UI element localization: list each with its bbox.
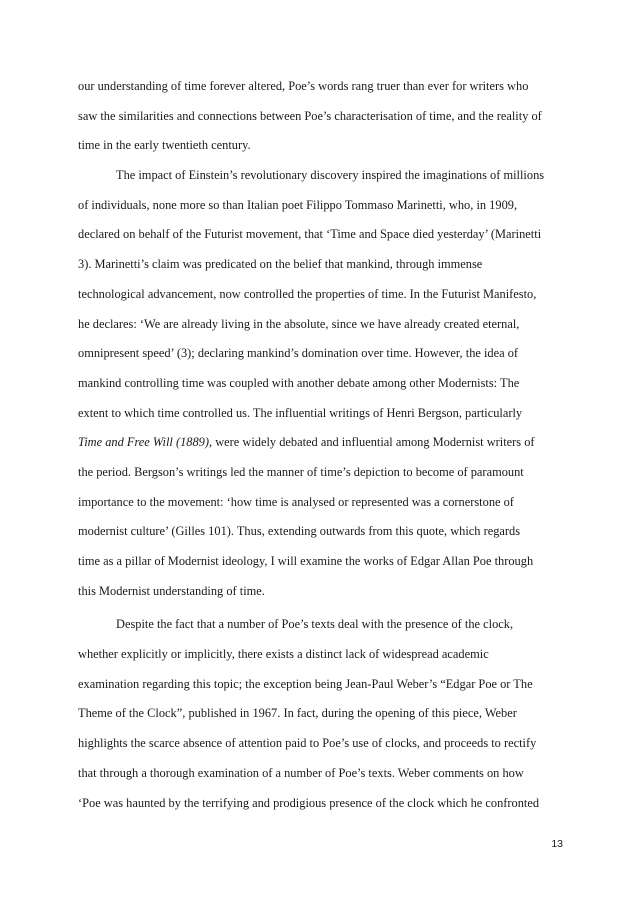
text-segment: of individuals, none more so than Italian poet Filippo Tommaso Marinetti, who, in 1909, bbox=[78, 197, 518, 212]
text-line bbox=[78, 759, 563, 789]
page-number: 13 bbox=[551, 838, 563, 850]
text-line bbox=[78, 428, 563, 458]
text-segment: The impact of Einstein’s revolutionary discovery inspired the imaginations of millions bbox=[116, 168, 545, 183]
text-segment: this Modernist understanding of time. bbox=[78, 583, 265, 598]
text-segment: modernist culture’ (Gilles 101). Thus, extending outwards from this quote, which regards bbox=[78, 524, 521, 539]
text-line bbox=[78, 131, 563, 161]
text-segment: ‘Poe was haunted by the terrifying and prodigious presence of the clock which he confronted bbox=[78, 795, 540, 810]
text-segment: extent to which time controlled us. The influential writings of Henri Bergson, particularly bbox=[78, 405, 523, 420]
text-segment: the period. Bergson’s writings led the manner of time’s depiction to become of paramount bbox=[78, 464, 524, 479]
text-segment: that through a thorough examination of a number of Poe’s texts. Weber comments on how bbox=[78, 765, 524, 780]
text-line bbox=[78, 789, 563, 819]
text-segment: whether explicitly or implicitly, there exists a distinct lack of widespread academic bbox=[78, 647, 489, 662]
text-segment: were widely debated and influential among Modernist writers of bbox=[212, 435, 535, 450]
text-segment: declared on behalf of the Futurist movement, that ‘Time and Space died yesterday’ (Marinetti bbox=[78, 227, 542, 242]
text-segment: examination regarding this topic; the exception being Jean-Paul Weber’s “Edgar Poe or The bbox=[78, 676, 533, 691]
text-line bbox=[78, 610, 563, 640]
text-segment: he declares: ‘We are already living in the absolute, since we have already created eternal, bbox=[78, 316, 520, 331]
text-segment: importance to the movement: ‘how time is analysed or represented was a cornerstone of bbox=[78, 494, 514, 509]
text-line bbox=[78, 102, 563, 132]
text-line bbox=[78, 640, 563, 670]
text-line bbox=[78, 250, 563, 280]
italic-title: Time and Free Will (1889), bbox=[78, 435, 213, 450]
paragraph bbox=[78, 610, 563, 818]
text-segment: 3). Marinetti’s claim was predicated on the belief that mankind, through immense bbox=[78, 257, 483, 272]
text-line bbox=[78, 670, 563, 700]
text-line bbox=[78, 161, 563, 191]
text-line bbox=[78, 280, 563, 310]
text-segment: Theme of the Clock”, published in 1967. In fact, during the opening of this piece, Weber bbox=[78, 706, 517, 721]
text-segment: highlights the scarce absence of attention paid to Poe’s use of clocks, and proceeds to rectify bbox=[78, 736, 537, 751]
text-segment: time as a pillar of Modernist ideology, I will examine the works of Edgar Allan Poe through bbox=[78, 554, 534, 568]
text-line bbox=[78, 547, 563, 577]
paragraph bbox=[78, 161, 563, 606]
text-segment: omnipresent speed’ (3); declaring mankind’s domination over time. However, the idea of bbox=[78, 346, 519, 361]
text-line bbox=[78, 488, 563, 518]
text-line bbox=[78, 577, 563, 607]
text-segment: Despite the fact that a number of Poe’s texts deal with the presence of the clock, bbox=[116, 617, 514, 632]
text-segment: mankind controlling time was coupled with another debate among other Modernists: The bbox=[78, 375, 520, 390]
text-segment: our understanding of time forever altered, Poe’s words rang truer than ever for writers who bbox=[78, 79, 529, 93]
body-text bbox=[78, 72, 563, 818]
text-line bbox=[78, 339, 563, 369]
text-line bbox=[78, 699, 563, 729]
text-line bbox=[78, 399, 563, 429]
text-line bbox=[78, 458, 563, 488]
text-line bbox=[78, 729, 563, 759]
text-segment: technological advancement, now controlled the properties of time. In the Futurist Manifesto, bbox=[78, 286, 537, 301]
text-segment: saw the similarities and connections between Poe’s characterisation of time, and the reality of bbox=[78, 108, 542, 123]
text-segment: time in the early twentieth century. bbox=[78, 138, 251, 153]
text-line bbox=[78, 369, 563, 399]
text-line bbox=[78, 310, 563, 340]
text-line bbox=[78, 220, 563, 250]
text-line bbox=[78, 191, 563, 221]
text-line bbox=[78, 517, 563, 547]
text-line bbox=[78, 72, 563, 102]
paragraph bbox=[78, 72, 563, 161]
